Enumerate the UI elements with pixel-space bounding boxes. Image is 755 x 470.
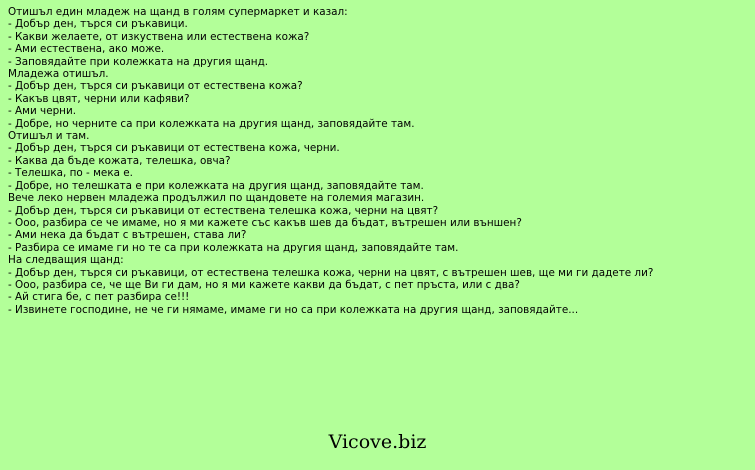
joke-line: Отишъл един младеж на щанд в голям супермаркет и казал: bbox=[8, 6, 348, 18]
joke-line: - Ооо, разбира се, че ще Ви ги дам, но я ми кажете какви да бъдат, с пет пръста, или с два? bbox=[8, 278, 520, 291]
joke-line: - Извинете господине, не че ги нямаме, имаме ги но са при колежката на другия щанд, заповядайте... bbox=[8, 303, 579, 316]
joke-line: - Ай стига бе, с пет разбира се!!! bbox=[8, 291, 190, 304]
joke-line: - Добре, но телешката е при колежката на другия щанд, заповядайте там. bbox=[8, 179, 424, 192]
joke-line: На следващия щанд: bbox=[8, 254, 124, 267]
joke-line: - Добър ден, търся си ръкавици. bbox=[8, 18, 188, 31]
joke-line: - Добър ден, търся си ръкавици от естествена кожа? bbox=[8, 80, 303, 93]
joke-line: - Заповядайте при колежката на другия щанд. bbox=[8, 55, 269, 68]
joke-line: - Ооо, разбира се че имаме, но я ми кажете със какъв шев да бъдат, вътрешен или външен? bbox=[8, 216, 522, 229]
joke-line: - Каква да бъде кожата, телешка, овча? bbox=[8, 154, 231, 167]
joke-line: - Телешка, по - мека е. bbox=[8, 167, 133, 180]
joke-line: - Разбира се имаме ги но те са при колежката на другия щанд, заповядайте там. bbox=[8, 241, 459, 254]
joke-line: - Добър ден, търся си ръкавици от естествена телешка кожа, черни на цвят? bbox=[8, 204, 439, 217]
joke-line: Отишъл и там. bbox=[8, 130, 90, 143]
joke-line: - Какъв цвят, черни или кафяви? bbox=[8, 92, 190, 105]
site-watermark: Vicove.biz bbox=[328, 431, 427, 453]
joke-line: - Ами черни. bbox=[8, 105, 77, 118]
joke-line: - Ами нека да бъдат с вътрешен, става ли? bbox=[8, 229, 247, 242]
joke-text bbox=[8, 6, 748, 316]
joke-line: - Какви желаете, от изкуствена или естествена кожа? bbox=[8, 30, 310, 43]
joke-line: Вече леко нервен младежа продължил по щандовете на големия магазин. bbox=[8, 192, 425, 205]
joke-line: - Ами естествена, ако може. bbox=[8, 43, 165, 56]
joke-line: - Добър ден, търся си ръкавици, от естествена телешка кожа, черни на цвят, с вътрешен шев, ще ми ги дадете ли? bbox=[8, 266, 654, 279]
joke-line: - Добър ден, търся си ръкавици от естествена кожа, черни. bbox=[8, 142, 340, 155]
joke-line: Младежа отишъл. bbox=[8, 68, 109, 81]
joke-line: - Добре, но черните са при колежката на другия щанд, заповядайте там. bbox=[8, 117, 415, 130]
